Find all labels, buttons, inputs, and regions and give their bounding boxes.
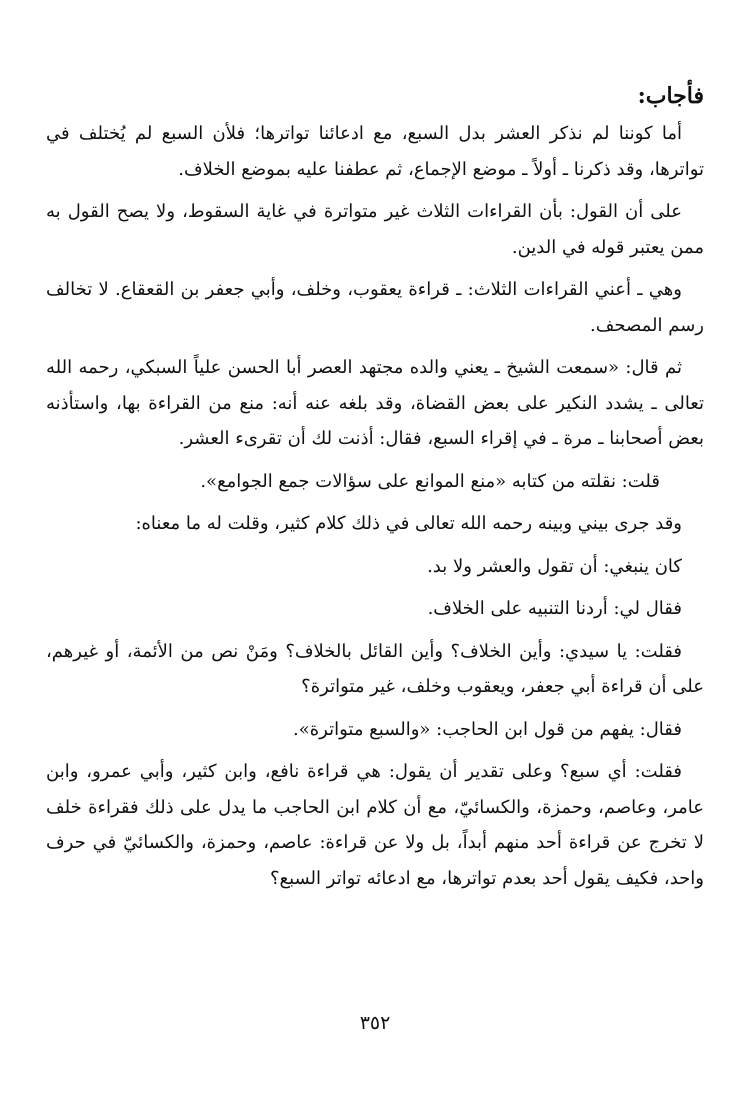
paragraph-3: وهي ـ أعني القراءات الثلاث: ـ قراءة يعقوب، وخلف، وأبي جعفر بن القعقاع. لا تخالف رسم المصحف. [46,279,704,336]
paragraph-2: على أن القول: بأن القراءات الثلاث غير متواترة في غاية السقوط، ولا يصح القول به ممن يعتبر قوله في الدين. [46,201,704,258]
page-number: ٣٥٢ [359,1012,391,1034]
paragraph-4: ثم قال: «سمعت الشيخ ـ يعني والده مجتهد العصر أبا الحسن علياً السبكي، رحمه الله تعالى ـ يشدد النكير على بعض القضاة، وقد بلغه عنه أنه: منع من القراءة بها، واستأذنه بعض أصحابنا ـ مرة ـ في إقراء السبع، فقال: أذنت لك أن تقرىء العشر. [46,357,704,449]
paragraph-1: أما كوننا لم نذكر العشر بدل السبع، مع ادعائنا تواترها؛ فلأن السبع لم يُختلف في تواترها، وقد ذكرنا ـ أولاً ـ موضع الإجماع، ثم عطفنا عليه بموضع الخلاف. [46,123,704,180]
paragraph-11: فقلت: أي سبع؟ وعلى تقدير أن يقول: هي قراءة نافع، وابن كثير، وأبي عمرو، وابن عامر، وعاصم، وحمزة، والكسائيّ، مع أن كلام ابن الحاجب ما يدل على ذلك فقراءة خلف لا تخرج عن قراءة أحد منهم أبداً، بل ولا عن قراءة: عاصم، وحمزة، والكسائيّ في حرف واحد، فكيف يقول أحد بعدم تواترها، مع ادعائه تواتر السبع؟ [46,761,704,889]
paragraph-7: كان ينبغي: أن تقول والعشر ولا بد. [427,555,682,577]
answer-heading: فأجاب: [637,83,704,109]
paragraph-6: وقد جرى بيني وبينه رحمه الله تعالى في ذلك كلام كثير، وقلت له ما معناه: [135,513,682,534]
paragraph-10: فقال: يفهم من قول ابن الحاجب: «والسبع متواترة». [292,718,682,740]
paragraph-5: قلت: نقلته من كتابه «منع الموانع على سؤالات جمع الجوامع». [200,470,660,492]
paragraph-9: فقلت: يا سيدي: وأين الخلاف؟ وأين القائل بالخلاف؟ ومَنْ نص من الأئمة، أو غيرهم، على أن قراءة أبي جعفر، ويعقوب وخلف، غير متواترة؟ [46,640,704,697]
paragraph-8: فقال لي: أردنا التنبيه على الخلاف. [427,598,682,619]
